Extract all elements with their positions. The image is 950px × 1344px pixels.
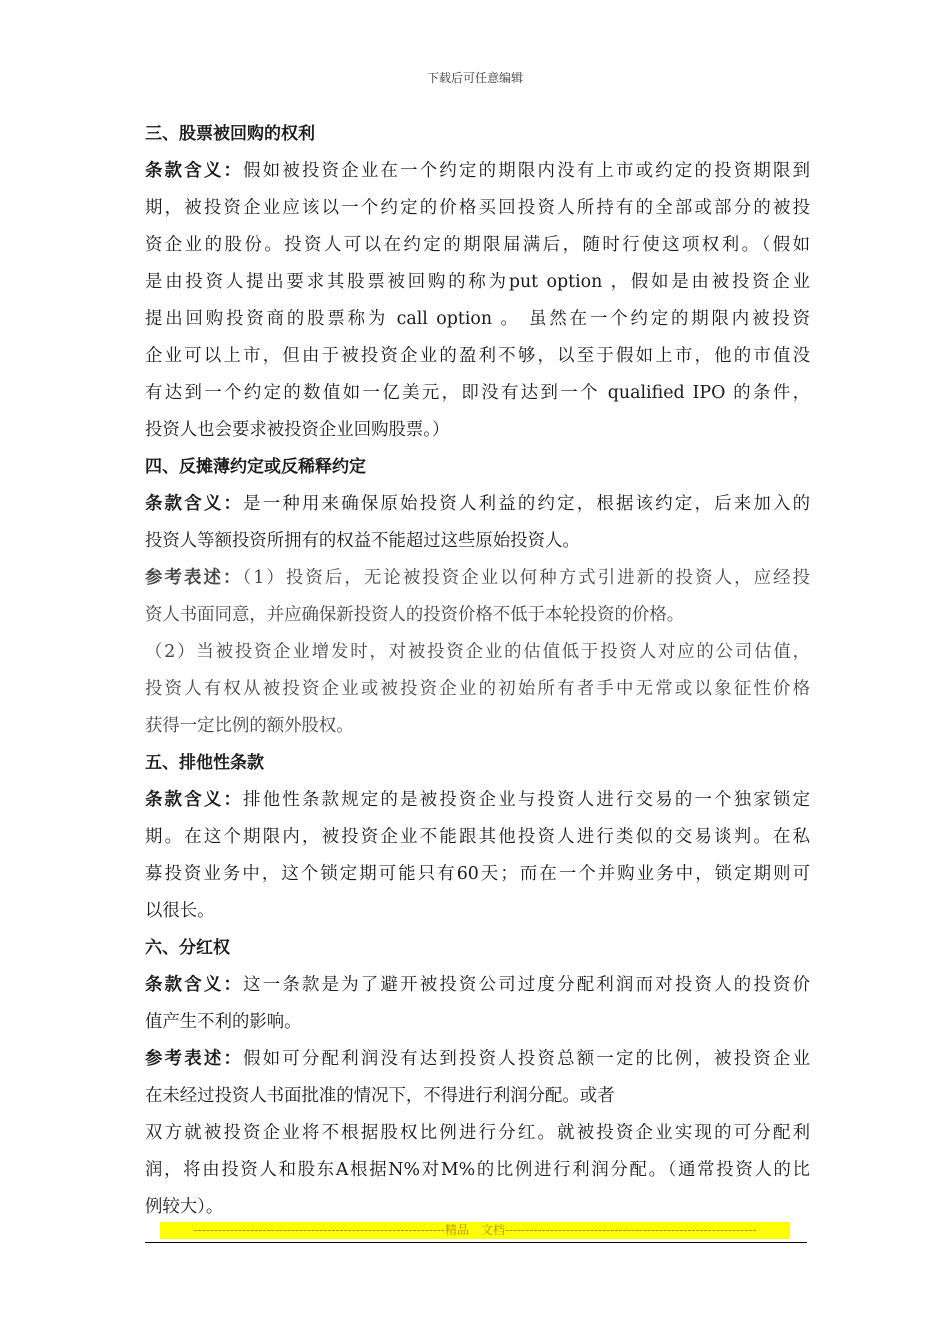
clause-label: 条款含义： — [145, 161, 244, 181]
line-text: 是由投资人提出要求其股票被回购的称为put option ，假如是由被投资企业 — [145, 272, 810, 292]
footer-banner — [160, 1222, 790, 1239]
footer-dashes-right: -------------------------------------------------------------- — [505, 1223, 757, 1237]
footer-label: 精品 文档 — [444, 1223, 505, 1237]
section-heading — [145, 930, 810, 967]
line-text: 例较大）。 — [145, 1197, 224, 1217]
paragraph-line — [145, 190, 810, 227]
heading-text: 五、排他性条款 — [145, 753, 264, 773]
paragraph-line — [145, 967, 810, 1004]
heading-text: 三、股票被回购的权利 — [145, 124, 315, 144]
line-text: 润，将由投资人和股东A根据N%对M%的比例进行利润分配。（通常投资人的比 — [145, 1160, 810, 1180]
line-text: 期，被投资企业应该以一个约定的价格买回投资人所持有的全部或部分的被投 — [145, 198, 810, 218]
line-text: （1）投资后，无论被投资企业以何种方式引进新的投资人，应经投 — [242, 568, 810, 588]
line-text: 值产生不利的影响。 — [145, 1012, 302, 1032]
line-text: 企业可以上市，但由于被投资企业的盈利不够，以至于假如上市，他的市值没 — [145, 346, 810, 366]
paragraph-line — [145, 153, 810, 190]
line-text: 假如可分配利润没有达到投资人投资总额一定的比例，被投资企业 — [243, 1049, 810, 1069]
paragraph-line — [145, 264, 810, 301]
section-heading — [145, 449, 810, 486]
footer-rule — [145, 1242, 807, 1243]
line-text: 排他性条款规定的是被投资企业与投资人进行交易的一个独家锁定 — [243, 790, 810, 810]
paragraph-line — [145, 1004, 810, 1041]
paragraph-line — [145, 1152, 810, 1189]
paragraph-line — [145, 1115, 810, 1152]
line-text: 投资人等额投资所拥有的权益不能超过这些原始投资人。 — [145, 531, 580, 551]
page-header: 下载后可任意编辑 — [426, 71, 523, 85]
paragraph-line — [145, 597, 810, 634]
clause-label: 条款含义： — [145, 494, 244, 514]
paragraph-line — [145, 375, 810, 412]
line-text: 资人书面同意，并应确保新投资人的投资价格不低于本轮投资的价格。 — [145, 605, 685, 625]
paragraph-line — [145, 856, 810, 893]
line-text: 募投资业务中，这个锁定期可能只有60天；而在一个并购业务中，锁定期则可 — [145, 864, 810, 884]
paragraph-line — [145, 560, 810, 597]
line-text: 获得一定比例的额外股权。 — [145, 716, 354, 736]
line-text: 双方就被投资企业将不根据股权比例进行分红。就被投资企业实现的可分配利 — [145, 1123, 810, 1143]
section-heading — [145, 116, 810, 153]
paragraph-line — [145, 708, 810, 745]
line-text: 投资人有权从被投资企业或被投资企业的初始所有者手中无常或以象征性价格 — [145, 679, 810, 699]
paragraph-line — [145, 412, 810, 449]
line-text: 以很长。 — [145, 901, 215, 921]
clause-label: 参考表述： — [145, 568, 243, 588]
line-text: 这一条款是为了避开被投资公司过度分配利润而对投资人的投资价 — [243, 975, 810, 995]
clause-label: 条款含义： — [145, 975, 244, 995]
heading-text: 六、分红权 — [145, 938, 230, 958]
footer-dashes-left: -------------------------------------------------------------- — [193, 1223, 445, 1237]
paragraph-line — [145, 893, 810, 930]
paragraph-line — [145, 523, 810, 560]
paragraph-line — [145, 819, 810, 856]
clause-label: 条款含义： — [145, 790, 244, 810]
paragraph-line — [145, 1078, 810, 1115]
paragraph-line — [145, 338, 810, 375]
paragraph-line — [145, 1041, 810, 1078]
line-text: 资企业的股份。投资人可以在约定的期限届满后，随时行使这项权利。（假如 — [145, 235, 810, 255]
line-text: 在未经过投资人书面批准的情况下，不得进行利润分配。或者 — [145, 1086, 615, 1106]
paragraph-line — [145, 671, 810, 708]
line-text: 假如被投资企业在一个约定的期限内没有上市或约定的投资期限到 — [243, 161, 810, 181]
line-text: 提出回购投资商的股票称为 call option 。 虽然在一个约定的期限内被投资 — [145, 309, 810, 329]
clause-label: 参考表述： — [145, 1049, 244, 1069]
line-text: 期。在这个期限内，被投资企业不能跟其他投资人进行类似的交易谈判。在私 — [145, 827, 810, 847]
line-text: 有达到一个约定的数值如一亿美元，即没有达到一个 qualified IPO 的条件， — [145, 383, 810, 403]
paragraph-line — [145, 782, 810, 819]
heading-text: 四、反摊薄约定或反稀释约定 — [145, 457, 366, 477]
paragraph-line — [145, 301, 810, 338]
line-text: 是一种用来确保原始投资人利益的约定，根据该约定，后来加入的 — [243, 494, 810, 514]
document-body — [145, 116, 810, 1226]
paragraph-line — [145, 227, 810, 264]
paragraph-line — [145, 486, 810, 523]
section-heading — [145, 745, 810, 782]
paragraph-line — [145, 1189, 810, 1226]
paragraph-line — [145, 634, 810, 671]
line-text: 投资人也会要求被投资企业回购股票。） — [145, 420, 450, 440]
line-text: （2）当被投资企业增发时，对被投资企业的估值低于投资人对应的公司估值， — [145, 642, 810, 662]
